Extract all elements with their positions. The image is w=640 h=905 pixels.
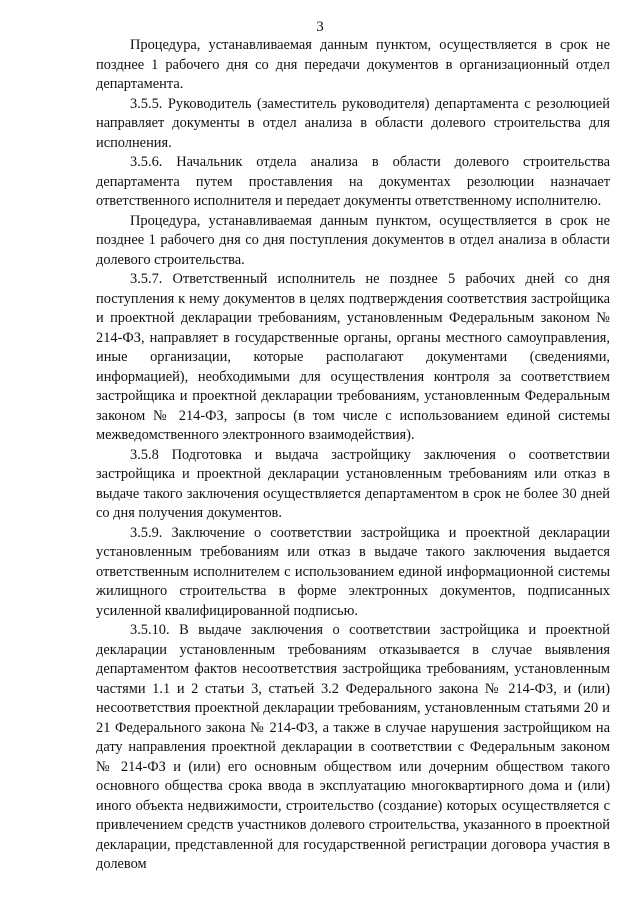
- paragraph-procedure-2: Процедура, устанавливаемая данным пунктом, осуществляется в срок не позднее 1 рабочего дня со дня поступления документов в отдел анализа в области долевого строительства.: [96, 212, 610, 268]
- document-body: [96, 36, 610, 875]
- paragraph-procedure-1: Процедура, устанавливаемая данным пунктом, осуществляется в срок не позднее 1 рабочего дня со дня передачи документов в организационный отдел департамента.: [96, 37, 610, 92]
- page-number: 3: [316, 19, 324, 35]
- paragraph-3-5-9: 3.5.9. Заключение о соответствии застройщика и проектной декларации установленным требованиям или отказ в выдаче такого заключения выдается ответственным исполнителем с использованием единой информационной системы жилищного строительства в форме электронных документов, подписанных усиленной квалифицированной подписью.: [96, 524, 610, 619]
- paragraph-3-5-7: 3.5.7. Ответственный исполнитель не позднее 5 рабочих дней со дня поступления к нему документов в целях подтверждения соответствия застройщика и проектной декларации требованиям, установленным Федеральным законом № 214-ФЗ, направляет в государственные органы, органы местного самоуправления, иные организации, которые располагают документами (сведениями, информацией), необходимыми для осуществления контроля за соответствием застройщика и проектной декларации требованиям, установленным Федеральным законом № 214-ФЗ, запросы (в том числе с использованием единой системы межведомственного электронного взаимодействия).: [96, 271, 610, 443]
- paragraph-3-5-5: 3.5.5. Руководитель (заместитель руководителя) департамента с резолюцией направляет документы в отдел анализа в области долевого строительства для исполнения.: [96, 95, 610, 151]
- paragraph-3-5-6: 3.5.6. Начальник отдела анализа в области долевого строительства департамента путем проставления на документах резолюции назначает ответственного исполнителя и передает документы ответственному исполнителю.: [96, 154, 610, 209]
- paragraph-3-5-10: 3.5.10. В выдаче заключения о соответствии застройщика и проектной декларации установленным требованиям отказывается в случае выявления департаментом фактов несоответствия застройщика требованиям, установленным частями 1.1 и 2 статьи 3, статьей 3.2 Федерального закона № 214-ФЗ, и (или) несоответствия проектной декларации требованиям, установленным статьями 20 и 21 Федерального закона № 214-ФЗ, а также в случае нарушения застройщиком на дату направления проектной декларации в соответствии с Федеральным законом № 214-ФЗ и (или) его основным обществом или дочерним обществом такого основного общества срока ввода в эксплуатацию многоквартирного дома и (или) иного объекта недвижимости, строительство (создание) которых осуществляется с привлечением средств участников долевого строительства, указанного в проектной декларации, представленной для государственной регистрации договора участия в долевом: [96, 622, 610, 872]
- paragraph-3-5-8: 3.5.8 Подготовка и выдача застройщику заключения о соответствии застройщика и проектной декларации установленным требованиям или отказ в выдаче такого заключения осуществляется департаментом в срок не более 30 дней со дня получения документов.: [96, 446, 610, 521]
